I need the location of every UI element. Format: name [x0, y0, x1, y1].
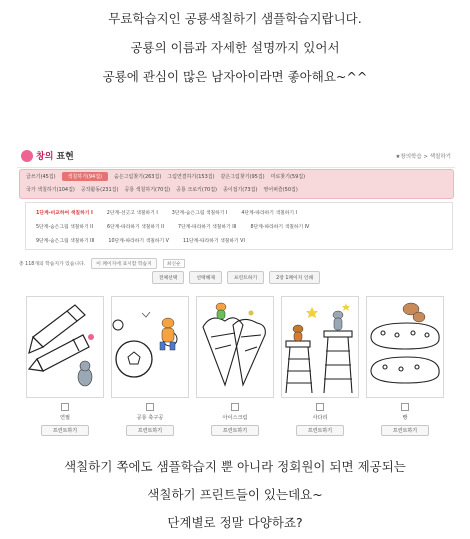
category-row-1: [20, 170, 453, 183]
action-buttons: [17, 271, 455, 284]
logo-text-2: 표현: [56, 152, 74, 162]
step-item[interactable]: 6단계-따라하기 색칠하기 II: [107, 224, 165, 230]
category-item[interactable]: 공룡 크로키(70집): [176, 187, 217, 193]
outro-text: [0, 453, 470, 537]
print-card-button[interactable]: 프린트하기: [296, 425, 344, 436]
sort-select[interactable]: 최신순: [163, 259, 185, 268]
soccer-ball-drawing: [112, 297, 188, 397]
worksheet-card: [111, 296, 189, 436]
pencil-drawing: [27, 297, 103, 397]
deselect-button[interactable]: 선택해제: [189, 271, 222, 284]
step-item[interactable]: 8단계-따라하기 색칠하기 IV: [250, 224, 310, 230]
intro-line-3: 공룡에 관심이 많은 남자아이라면 좋아해요~^^: [102, 69, 368, 84]
print-card-button[interactable]: 프린트하기: [41, 425, 89, 436]
intro-text: [0, 0, 470, 91]
step-item[interactable]: 2단계-선긋고 색칠하기 I: [106, 210, 158, 216]
outro-line-1: 색칠하기 쪽에도 샘플학습지 뿐 아니라 정회원이 되면 제공되는: [64, 459, 406, 474]
filter-label[interactable]: 이 페이지에 표시할 학습지: [91, 258, 157, 269]
step-item-active[interactable]: 1단계-비교하여 색칠하기 I: [36, 210, 93, 216]
select-checkbox[interactable]: [401, 403, 409, 411]
category-item[interactable]: 종이접기(73집): [222, 187, 258, 193]
category-menu: [19, 169, 454, 199]
logo-text-1: 창의: [36, 152, 54, 162]
outro-line-3: 단계별로 정말 다양하죠?: [167, 515, 303, 530]
step-row-3: [26, 233, 452, 247]
step-item[interactable]: 3단계-숨은그림 색칠하기 I: [171, 210, 228, 216]
step-item[interactable]: 11단계-따라하기 색칠하기 VI: [182, 238, 245, 244]
print-card-button[interactable]: 프린트하기: [126, 425, 174, 436]
category-item-active[interactable]: 색칠하기(94집): [62, 172, 108, 181]
step-list: [25, 202, 453, 250]
step-row-1: [26, 205, 452, 219]
category-item[interactable]: 같은그림찾기(95집): [220, 174, 265, 180]
worksheet-card: [26, 296, 104, 436]
step-item[interactable]: 4단계-따라하기 색칠하기 I: [241, 210, 297, 216]
select-checkbox[interactable]: [61, 403, 69, 411]
breadcrumb: ★창의학습 > 색칠하기: [395, 154, 451, 160]
select-all-button[interactable]: 전체선택: [152, 271, 185, 284]
worksheet-count: 총 118개의 학습지가 있습니다.: [19, 262, 86, 267]
worksheet-title: 연필: [59, 415, 71, 421]
category-item[interactable]: 공작활동(231집): [80, 187, 119, 193]
step-item[interactable]: 9단계-숨은그림 색칠하기 III: [36, 238, 95, 244]
intro-line-1: 무료학습지인 공룡색칠하기 샘플학습지랍니다.: [108, 11, 362, 26]
worksheet-thumbnail-pencil[interactable]: [26, 296, 104, 398]
worksheet-grid: [26, 296, 446, 436]
worksheet-thumbnail-ladder[interactable]: [281, 296, 359, 398]
worksheet-title: 사다리: [312, 415, 328, 421]
worksheet-title: 빵: [402, 415, 408, 421]
category-item[interactable]: 그림연결하기(153집): [167, 174, 215, 180]
worksheet-thumbnail-bread[interactable]: [366, 296, 444, 398]
select-checkbox[interactable]: [316, 403, 324, 411]
print-card-button[interactable]: 프린트하기: [211, 425, 259, 436]
bread-drawing: [367, 297, 443, 397]
step-item[interactable]: 10단계-따라하기 색칠하기 V: [108, 238, 169, 244]
outro-line-2: 색칠하기 프린트들이 있는데요~: [147, 487, 323, 502]
worksheet-thumbnail-soccer[interactable]: [111, 296, 189, 398]
category-item[interactable]: 숨은그림찾기(263집): [114, 174, 162, 180]
category-item[interactable]: 공룡 색칠하기(70집): [124, 187, 171, 193]
print-two-per-page-button[interactable]: 2장 1페이지 인쇄: [269, 271, 320, 284]
print-button[interactable]: 프린트하기: [227, 271, 264, 284]
select-checkbox[interactable]: [231, 403, 239, 411]
step-row-2: [26, 219, 452, 233]
intro-line-2: 공룡의 이름과 자세한 설명까지 있어서: [130, 40, 340, 55]
logo-mark-icon: [21, 150, 33, 162]
worksheet-card: [366, 296, 444, 436]
ladder-drawing: [282, 297, 358, 397]
category-item[interactable]: 글쓰기(45집): [26, 174, 56, 180]
worksheet-thumbnail-icecream[interactable]: [196, 296, 274, 398]
step-item[interactable]: 7단계-따라하기 색칠하기 III: [178, 224, 237, 230]
result-info: [19, 258, 185, 269]
worksheet-card: [196, 296, 274, 436]
worksheet-site-screenshot: [17, 145, 455, 435]
step-item[interactable]: 5단계-숨은그림 색칠하기 II: [36, 224, 94, 230]
category-item[interactable]: 미로찾기(59집): [270, 174, 306, 180]
select-checkbox[interactable]: [146, 403, 154, 411]
worksheet-card: [281, 296, 359, 436]
category-row-2: [20, 183, 453, 196]
site-header: [17, 145, 455, 168]
worksheet-title: 아이스크림: [222, 415, 248, 421]
site-logo[interactable]: [21, 149, 74, 162]
category-item[interactable]: 국가 색칠하기(104집): [26, 187, 75, 193]
print-card-button[interactable]: 프린트하기: [381, 425, 429, 436]
ice-cream-drawing: [197, 297, 273, 397]
category-item[interactable]: 영어퍼즐(50집): [263, 187, 298, 193]
worksheet-title: 공룡 축구공: [136, 415, 164, 421]
